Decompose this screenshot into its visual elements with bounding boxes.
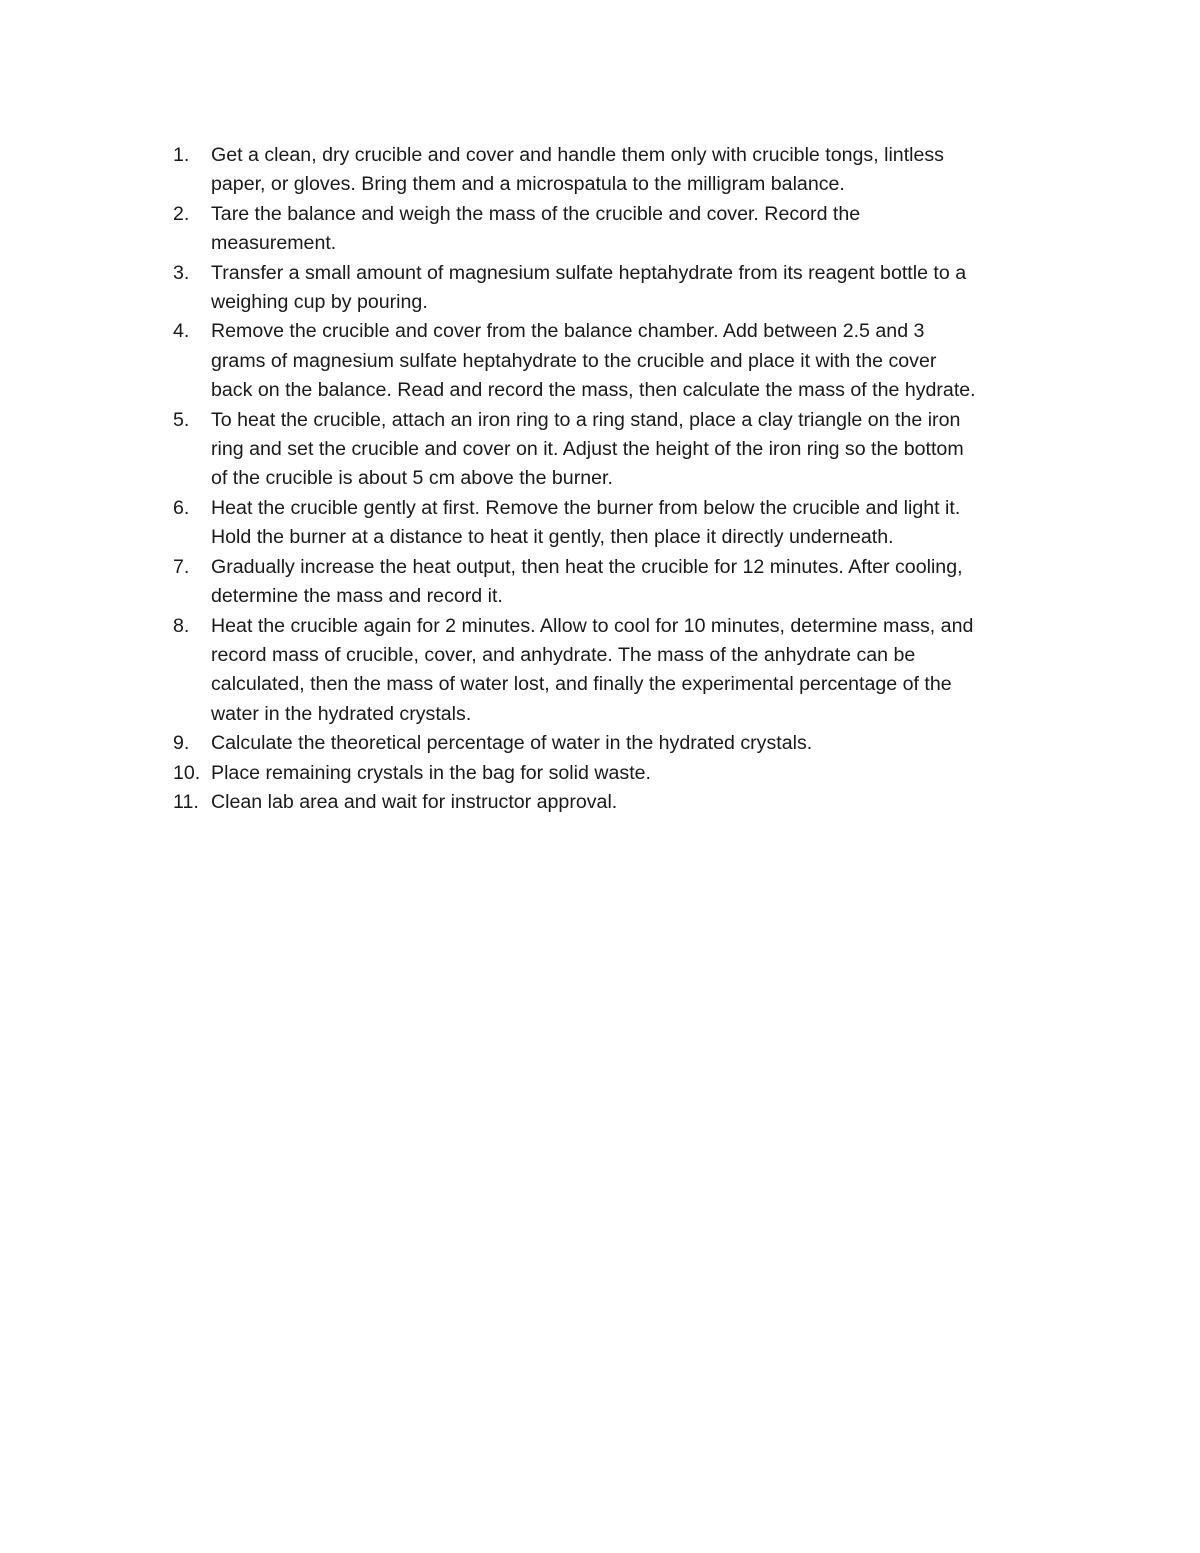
step-line: ring and set the crucible and cover on it. Adjust the height of the iron ring so the bottom [211, 438, 964, 461]
step-line: Heat the crucible again for 2 minutes. Allow to cool for 10 minutes, determine mass, and [211, 614, 974, 637]
step-text [211, 317, 1063, 405]
list-item [173, 141, 1063, 200]
step-line: record mass of crucible, cover, and anhydrate. The mass of the anhydrate can be [211, 643, 916, 666]
step-number: 9. [173, 732, 190, 755]
step-line: water in the hydrated crystals. [211, 702, 472, 725]
step-line: Hold the burner at a distance to heat it gently, then place it directly underneath. [211, 526, 894, 549]
step-number: 6. [173, 496, 190, 519]
step-number: 5. [173, 408, 190, 431]
step-line: Gradually increase the heat output, then heat the crucible for 12 minutes. After cooling, [211, 555, 963, 578]
step-line: Heat the crucible gently at first. Remove the burner from below the crucible and light it. [211, 496, 961, 519]
step-line: paper, or gloves. Bring them and a microspatula to the milligram balance. [211, 173, 845, 196]
step-text [211, 759, 1063, 788]
step-line: determine the mass and record it. [211, 585, 503, 608]
step-line: weighing cup by pouring. [211, 291, 428, 314]
step-number: 10. [173, 761, 201, 784]
step-text [211, 729, 1063, 758]
procedure-list [173, 141, 1063, 817]
step-line: Remove the crucible and cover from the balance chamber. Add between 2.5 and 3 [211, 320, 925, 343]
step-number: 7. [173, 555, 190, 578]
list-item [173, 729, 1063, 758]
step-text [211, 788, 1063, 817]
step-line: grams of magnesium sulfate heptahydrate to the crucible and place it with the cover [211, 349, 937, 372]
list-item [173, 406, 1063, 494]
step-line: Place remaining crystals in the bag for solid waste. [211, 761, 651, 784]
step-text [211, 259, 1063, 318]
step-text [211, 200, 1063, 259]
list-item [173, 759, 1063, 788]
list-item [173, 494, 1063, 553]
step-number: 2. [173, 202, 190, 225]
list-item [173, 553, 1063, 612]
step-text [211, 494, 1063, 553]
step-line: Tare the balance and weigh the mass of the crucible and cover. Record the [211, 202, 861, 225]
step-line: To heat the crucible, attach an iron ring to a ring stand, place a clay triangle on the iron [211, 408, 961, 431]
step-line: Transfer a small amount of magnesium sulfate heptahydrate from its reagent bottle to a [211, 261, 967, 284]
step-line: measurement. [211, 232, 337, 255]
list-item [173, 200, 1063, 259]
list-item [173, 317, 1063, 405]
list-item [173, 259, 1063, 318]
step-text [211, 612, 1063, 730]
list-item [173, 612, 1063, 730]
list-item [173, 788, 1063, 817]
step-text [211, 141, 1063, 200]
step-number: 1. [173, 144, 190, 166]
step-text [211, 406, 1063, 494]
step-number: 3. [173, 261, 190, 284]
step-number: 8. [173, 614, 190, 637]
step-line: calculated, then the mass of water lost, and finally the experimental percentage of the [211, 673, 952, 696]
step-text [211, 553, 1063, 612]
step-line: Get a clean, dry crucible and cover and handle them only with crucible tongs, lintless [211, 144, 944, 166]
step-line: back on the balance. Read and record the mass, then calculate the mass of the hydrate. [211, 379, 976, 402]
step-line: Calculate the theoretical percentage of water in the hydrated crystals. [211, 732, 813, 755]
step-number: 11. [173, 790, 199, 813]
step-line: of the crucible is about 5 cm above the burner. [211, 467, 613, 490]
step-line: Clean lab area and wait for instructor approval. [211, 790, 618, 813]
step-number: 4. [173, 320, 190, 343]
